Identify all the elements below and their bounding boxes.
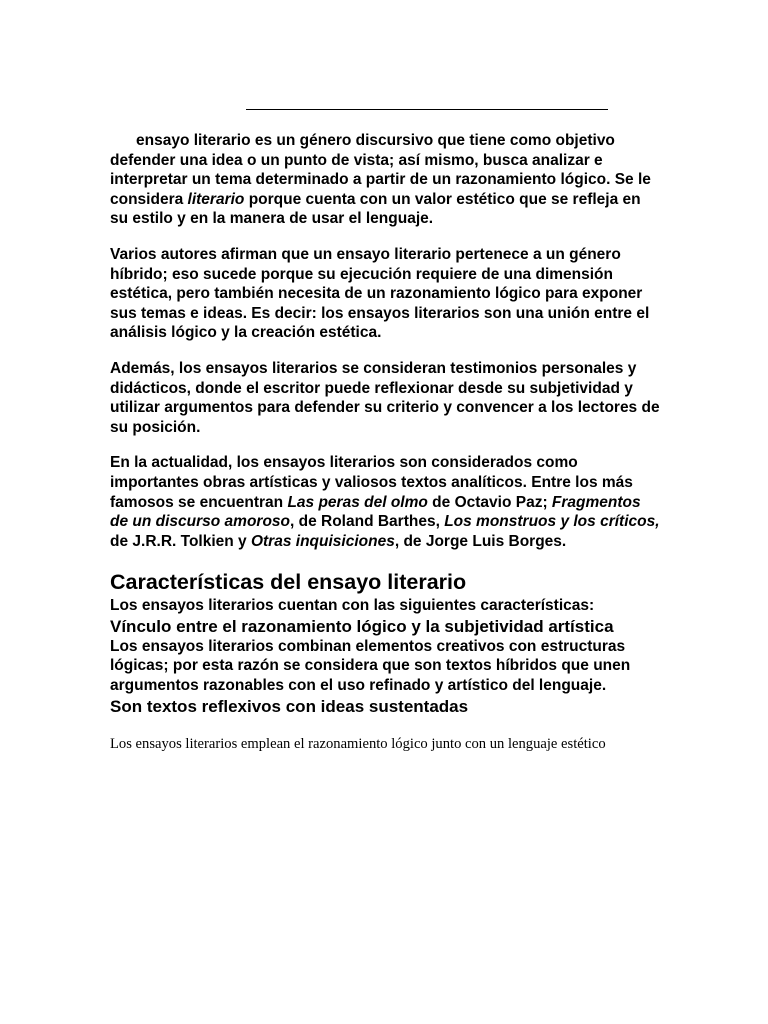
header-rule	[246, 109, 608, 110]
title-otras-inquisiciones: Otras inquisiciones	[250, 532, 395, 550]
section-heading: Características del ensayo literario	[110, 570, 467, 595]
paragraph-intro-text-a: ensayo literario es un género discursivo que tiene como objetivo defender una idea o un punto de vista; así mismo, busca analizar e interpretar un tema determinado a partir de un razonamiento lógico. Se le considera	[110, 132, 651, 208]
paragraph-intro-text-b: porque cuenta con un valor estético que se refleja en su estilo y en la manera de usar el lenguaje.	[110, 190, 641, 228]
title-las-peras-del-olmo: Las peras del olmo	[287, 493, 428, 511]
paragraph-testimonios: Además, los ensayos literarios se consideran testimonios personales y didácticos, donde el escritor puede reflexionar desde su subjetividad y utilizar argumentos para defender su criterio y convencer a los lectores de su posición.	[110, 359, 660, 436]
paragraph-actualidad-text-c: , de Roland Barthes,	[290, 513, 445, 531]
paragraph-vinculo: Los ensayos literarios combinan elementos creativos con estructuras lógicas; por esta razón se considera que son textos híbridos que unen argumentos razonables con el uso refinado y artístico del lenguaje.	[110, 637, 631, 695]
paragraph-actualidad-text-a: En la actualidad, los ensayos literarios son considerados como importantes obras artísticas y valiosos textos analíticos. Entre los más famosos se encuentran	[110, 454, 633, 511]
document-body	[110, 131, 662, 754]
section-intro: Los ensayos literarios cuentan con las siguientes características:	[110, 597, 595, 615]
paragraph-actualidad-text-e: , de Jorge Luis Borges.	[394, 532, 567, 550]
paragraph-actualidad	[110, 453, 662, 551]
term-literario: literario	[187, 190, 245, 208]
paragraph-reflexivos: Los ensayos literarios emplean el razonamiento lógico junto con un lenguaje estético	[110, 735, 606, 752]
paragraph-actualidad-text-b: de Octavio Paz;	[427, 493, 552, 511]
subheading-vinculo: Vínculo entre el razonamiento lógico y la subjetividad artística	[110, 616, 614, 636]
subheading-reflexivos: Son textos reflexivos con ideas sustentadas	[110, 696, 469, 716]
paragraph-actualidad-text-d: de J.R.R. Tolkien y	[110, 532, 251, 550]
title-fragmentos: Fragmentos de un discurso amoroso	[110, 493, 641, 531]
title-los-monstruos: Los monstruos y los críticos,	[444, 513, 660, 531]
paragraph-hibrido: Varios autores afirman que un ensayo literario pertenece a un género híbrido; eso sucede porque su ejecución requiere de una dimensión estética, pero también necesita de un razonamiento lógico para exponer sus temas e ideas. Es decir: los ensayos literarios son una unión entre el análisis lógico y la creación estética.	[110, 245, 650, 342]
paragraph-intro	[110, 131, 662, 229]
